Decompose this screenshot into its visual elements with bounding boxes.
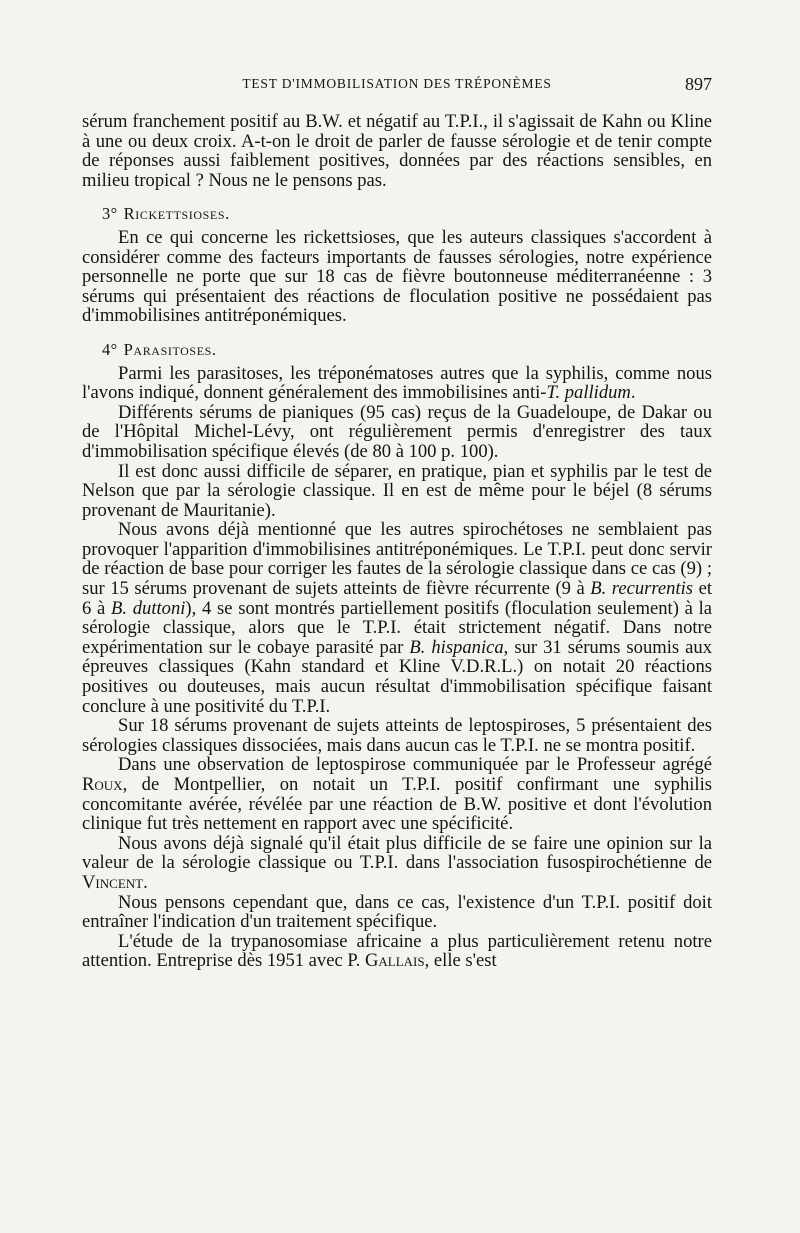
running-title: TEST D'IMMOBILISATION DES TRÉPONÈMES [242,76,552,91]
paragraph-continuation: sérum franchement positif au B.W. et négatif au T.P.I., il s'agissait de Kahn ou Kline à une ou deux croix. A-t-on le droit de parler de fausse sérologie et de tenir compte de réponses aussi faiblement positives, données par des réactions sensibles, en milieu tropical ? Nous ne le pensons pas. [82,111,712,191]
author-name: Vincent [82,871,144,893]
species-name: B. duttoni [111,597,186,619]
text-run: Parmi les parasitoses, les tréponématoses autres que la syphilis, comme nous l'avons indiqué, donnent généralement des immobilisines anti- [82,362,712,404]
paragraph-leptospirose-observation [82,755,712,833]
paragraph-rickettsioses: En ce qui concerne les rickettsioses, que les auteurs classiques s'accordent à considérer comme des facteurs importants de fausses sérologies, notre expérience personnelle ne porte que sur 18 cas de fièvre boutonneuse méditerranéenne : 3 sérums qui présentaient des réactions de floculation positive ne possédaient pas d'immobilisines antitréponémiques. [82,226,712,327]
paragraph-trypanosomiase [82,932,712,971]
section-title: Rickettsioses. [123,204,230,224]
paragraph-vincent [82,834,712,893]
text-run: L'étude de la trypanosomiase africaine a plus particulièrement retenu notre attention. Entreprise dès 1951 avec P. [82,930,712,972]
text-run: , elle s'est [424,950,497,972]
section-number: 3° [102,204,118,224]
text-run: , sur 31 sérums soumis aux épreuves classiques (Kahn standard et Kline V.D.R.L.) on notait 20 réactions positives ou douteuses, mais aucun résultat d'immobilisation spécifique faisant conclure à une positivité du T.P.I. [82,636,712,717]
species-name: B. hispanica [409,636,504,658]
text-run: Nous avons déjà mentionné que les autres spirochétoses ne semblaient pas provoquer l'apparition d'immobilisines antitréponémiques. Le T.P.I. peut donc servir de réaction de base pour corriger les fautes de la sérologie classique dans ce cas (9) ; sur 15 sérums provenant de sujets atteints de fièvre récurrente (9 à [82,519,712,600]
section-title: Parasitoses. [123,339,217,359]
author-name: Roux [82,774,123,795]
paragraph-pian-syphilis: Il est donc aussi difficile de séparer, en pratique, pian et syphilis par le test de Nelson que par la sérologie classique. Il en est de même pour le béjel (8 sérums provenant de Mauritanie). [82,460,712,521]
text-run: ), 4 se sont montrés partiellement positifs (floculation seulement) à la sérologie classique, alors que le T.P.I. était strictement négatif. Dans notre expérimentation sur le cobaye parasité par [82,597,712,658]
paragraph-parasitoses-intro [82,364,712,403]
paragraph-leptospiroses: Sur 18 sérums provenant de sujets atteints de leptospiroses, 5 présentaient des sérologies classiques dissociées, mais dans aucun cas le T.P.I. ne se montra positif. [82,715,712,756]
paragraph-pianiques: Différents sérums de pianiques (95 cas) reçus de la Guadeloupe, de Dakar ou de l'Hôpital Michel-Lévy, ont régulièrement permis d'enregistrer des taux d'immobilisation spécifique élevés (de 80 à 100 p. 100). [82,401,712,462]
running-head [82,74,712,98]
text-run: Nous avons déjà signalé qu'il était plus difficile de se faire une opinion sur la valeur de la sérologie classique ou T.P.I. dans l'association fusospirochétienne de [82,832,712,874]
text-run: . [630,382,636,404]
text-run: , de Montpellier, on notait un T.P.I. positif confirmant une syphilis concomitante avérée, révélée par une réaction de B.W. positive et dont l'évolution clinique fut très nettement en rapport avec une spécificité. [82,774,712,835]
page-number: 897 [685,74,712,94]
body-text [82,112,712,971]
section-number: 4° [102,339,118,359]
text-run: et 6 à [82,578,712,619]
text-run: Dans une observation de leptospirose communiquée par le Professeur agrégé [118,754,712,776]
species-name: T. pallidum [546,382,631,404]
section-heading-parasitoses [102,340,712,360]
species-name: B. recurrentis [590,578,694,600]
author-name: Gallais [364,950,425,972]
paragraph-spirochetoses [82,520,712,716]
paragraph-traitement: Nous pensons cependant que, dans ce cas, l'existence d'un T.P.I. positif doit entraîner l'indication d'un traitement spécifique. [82,891,712,933]
text-run: . [143,871,148,893]
section-heading-rickettsioses [102,204,712,224]
